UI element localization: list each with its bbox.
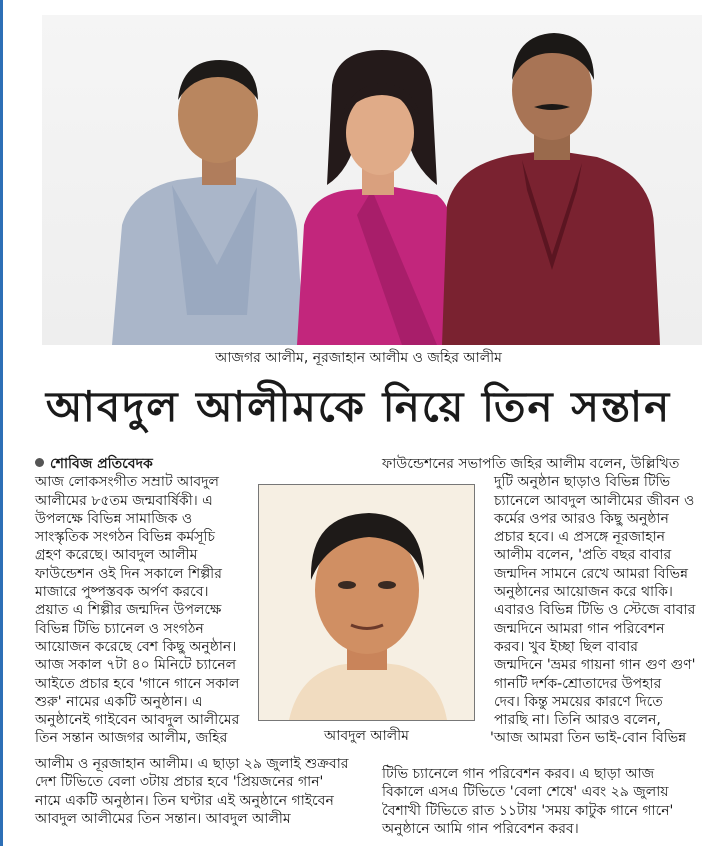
text-line: দেব। কিন্তু সময়ের কারণে দিতে xyxy=(494,693,663,710)
bullet-icon xyxy=(35,458,44,467)
page-edge-rule xyxy=(0,0,3,846)
text-line: অনুষ্ঠানের আয়োজন করে থাকি। xyxy=(494,584,673,601)
text-line: প্রয়াত এ শিল্পীর জন্মদিন উপলক্ষে xyxy=(35,602,222,619)
text-line: দেশ টিভিতে বেলা ৩টায় প্রচার হবে 'প্রিয়জনের গান' xyxy=(35,774,324,791)
left-column-bottom xyxy=(35,755,380,828)
text-line: আজ লোকসংগীত সম্রাট আবদুল xyxy=(35,474,219,491)
right-column-bottom xyxy=(382,765,692,838)
text-line: তিন সন্তান আজগর আলীম, জহির xyxy=(35,730,228,747)
text-line: দুটি অনুষ্ঠান ছাড়াও বিভিন্ন টিভি xyxy=(494,474,671,491)
text-line: আবদুল আলীমের তিন সন্তান। আবদুল আলীম xyxy=(35,810,291,827)
person-center xyxy=(297,50,453,345)
text-line: টিভি চ্যানেলে গান পরিবেশন করব। এ ছাড়া আজ xyxy=(382,766,655,782)
text-line: বিকালে এসএ টিভিতে 'বেলা শেষে' এবং ২৯ জুলায় xyxy=(382,784,669,801)
text-line: আলীম ও নূরজাহান আলীম। এ ছাড়া ২৯ জুলাই শুক্রবার xyxy=(35,756,349,772)
byline xyxy=(35,455,380,473)
text-line: সাংস্কৃতিক সংগঠন বিভিন্ন কর্মসূচি xyxy=(35,529,215,546)
text-line: 'আজ আমরা তিন ভাই-বোন বিভিন্ন xyxy=(490,730,687,747)
text-line: শুরু' নামের একটি অনুষ্ঠান। এ xyxy=(35,693,203,710)
text-line: আজ সকাল ৭টা ৪০ মিনিটে চ্যানেল xyxy=(35,657,237,674)
photo-caption: আজগর আলীম, নূরজাহান আলীম ও জহির আলীম xyxy=(215,350,502,366)
text-line: জন্মদিনে আমরা গান পরিবেশন xyxy=(494,620,665,637)
text-line: এবারও বিভিন্ন টিভি ও স্টেজে বাবার xyxy=(494,602,696,619)
person-left xyxy=(112,60,304,345)
text-line: আয়োজন করেছে বেশ কিছু অনুষ্ঠান। xyxy=(35,638,237,655)
text-line: করব। খুব ইচ্ছা ছিল বাবার xyxy=(494,638,639,655)
text-line: অনুষ্ঠানে আমি গান পরিবেশন করব। xyxy=(382,820,579,837)
person-right xyxy=(442,33,660,345)
headline: আবদুল আলীমকে নিয়ে তিন সন্তান xyxy=(45,382,672,431)
text-line: বিভিন্ন টিভি চ্যানেল ও সংগঠন xyxy=(35,620,204,637)
text-line: ফাউন্ডেশন ওই দিন সকালে শিল্পীর xyxy=(35,565,222,582)
text-line: উপলক্ষে বিভিন্ন সামাজিক ও xyxy=(35,510,193,527)
text-line: গ্রহণ করেছে। আবদুল আলীম xyxy=(35,547,198,564)
text-line: জন্মদিন সামনে রেখে আমরা বিভিন্ন xyxy=(494,565,688,582)
text-line: মাজারে পুষ্পস্তবক অর্পণ করবে। xyxy=(35,584,209,601)
text-line: অনুষ্ঠানেই গাইবেন আবদুল আলীমের xyxy=(35,712,240,729)
text-line: পারছি না। তিনি আরও বলেন, xyxy=(494,712,661,729)
text-line: প্রচার হবে। এ প্রসঙ্গে নূরজাহান xyxy=(494,529,666,546)
text-line: গানটি দর্শক-শ্রোতাদের উপহার xyxy=(494,675,662,692)
right-column xyxy=(382,455,696,748)
main-photo xyxy=(42,15,702,345)
text-line: জন্মদিনে 'ভ্রমর গায়না গান গুণ গুণ' xyxy=(494,657,696,674)
text-line: আলীমের ৮৫তম জন্মবার্ষিকী। এ xyxy=(35,492,213,509)
text-line: নামে একটি অনুষ্ঠান। তিন ঘণ্টার এই অনুষ্ঠানে গাইবেন xyxy=(35,792,334,809)
text-line: বৈশাখী টিভিতে রাত ১১টায় 'সময় কাটুক গানে গানে' xyxy=(382,802,674,819)
text-line: আলীম বলেন, 'প্রতি বছর বাবার xyxy=(494,547,672,564)
text-line: চ্যানেলে আবদুল আলীমের জীবন ও xyxy=(494,492,695,509)
text-line: আইতে প্রচার হবে 'গানে গানে সকাল xyxy=(35,675,240,692)
text-line: কর্মের ওপর আরও কিছু অনুষ্ঠান xyxy=(494,510,669,527)
text-line: ফাউন্ডেশনের সভাপতি জহির আলীম বলেন, উল্লিখিত xyxy=(382,456,680,472)
portrait-caption: আবদুল আলীম xyxy=(324,728,409,744)
byline-text: শোবিজ প্রতিবেদক xyxy=(50,456,153,472)
